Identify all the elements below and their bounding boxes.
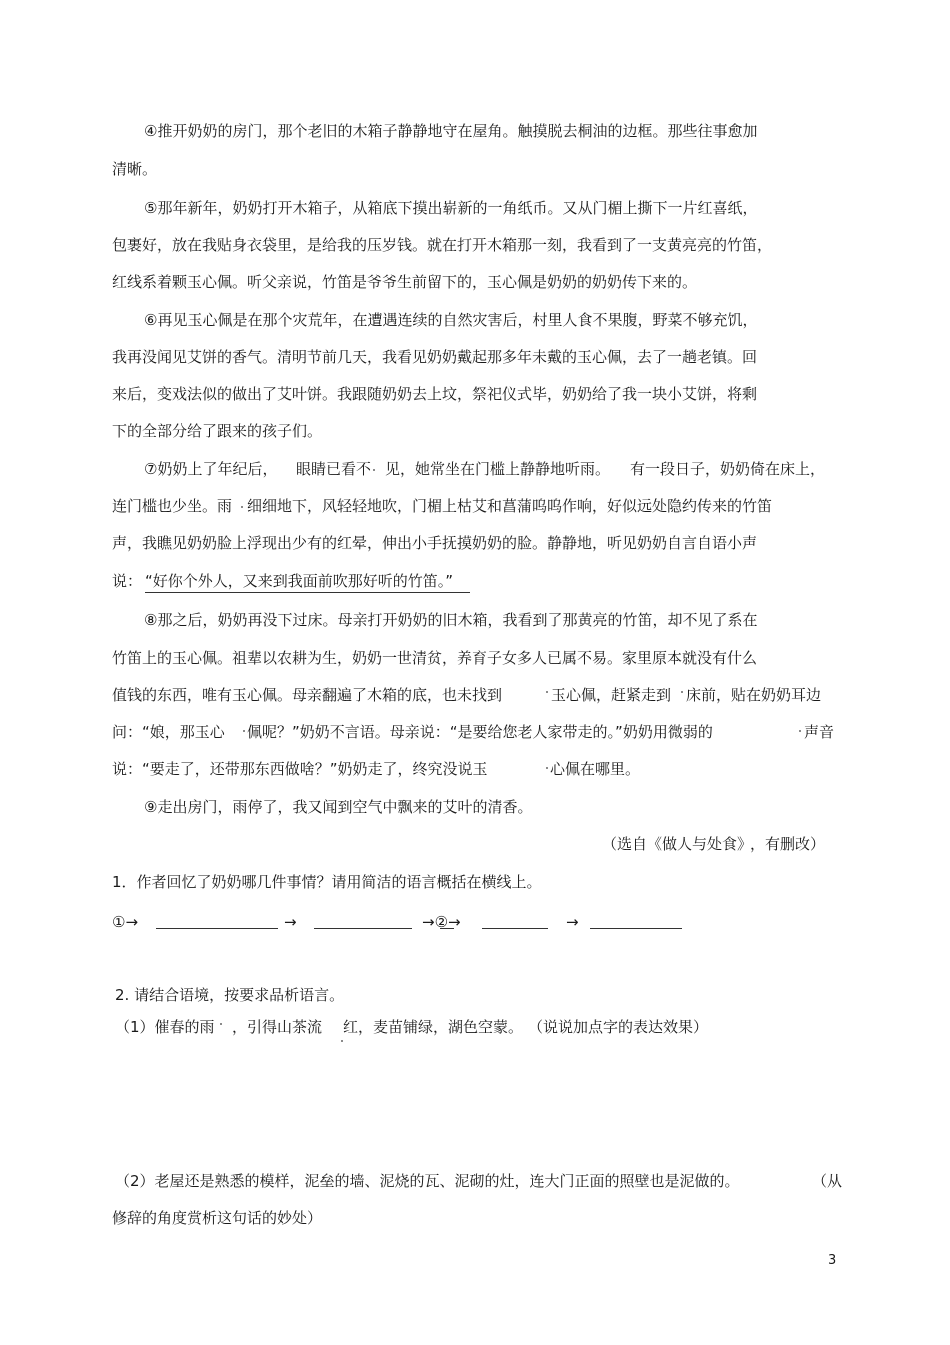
question-1: 1．作者回忆了奶奶哪几件事情？请用简洁的语言概括在横线上。 xyxy=(112,873,542,891)
passage-fragment: 佩呢？”奶奶不言语。母亲说：“是要给您老人家带走的。”奶奶用微弱的 xyxy=(247,723,713,741)
emphasis-dot xyxy=(220,1023,222,1025)
passage-fragment: 心佩在哪里。 xyxy=(550,760,641,778)
emphasis-dot xyxy=(681,691,683,693)
emphasis-dot xyxy=(243,730,245,732)
question-2: 2. 请结合语境，按要求品析语言。 xyxy=(115,986,345,1004)
source-citation: （选自《做人与处食》 xyxy=(602,835,753,853)
passage-line: ⑧那之后，奶奶再没下过床。母亲打开奶奶的旧木箱，我看到了那黄亮的竹笛，却不见了系在 xyxy=(144,611,758,629)
emphasis-dot xyxy=(546,691,548,693)
question-2-2: （从 xyxy=(812,1172,843,1190)
emphasis-dot xyxy=(341,1040,343,1042)
passage-line: ⑤那年新年，奶奶打开木箱子，从箱底下摸出崭新的一角纸币。又从门楣上撕下一片红喜纸， xyxy=(144,199,758,217)
passage-line: ④推开奶奶的房门，那个老旧的木箱子静静地守在屋角。触摸脱去桐油的边框。那些往事愈加 xyxy=(144,122,758,140)
answer-arrow: → xyxy=(284,913,297,931)
passage-fragment: 细细地下，风轻轻地吹，门楣上枯艾和菖蒲呜呜作响，好似远处隐约传来的竹笛 xyxy=(247,497,773,515)
answer-marker: ①→ xyxy=(112,913,139,931)
passage-fragment: 见，她常坐在门槛上静静地听雨。 xyxy=(385,460,611,478)
passage-fragment: 值钱的东西，唯有玉心佩。母亲翻遍了木箱的底，也未找到 xyxy=(112,686,503,704)
passage-line: 红线系着颗玉心佩。听父亲说，竹笛是爷爷生前留下的，玉心佩是奶奶的奶奶传下来的。 xyxy=(112,273,698,291)
passage-fragment: 问：“娘，那玉心 xyxy=(112,723,225,741)
answer-blank[interactable] xyxy=(590,928,682,929)
passage-fragment: 声音 xyxy=(804,723,835,741)
emphasis-dot xyxy=(546,767,548,769)
answer-blank[interactable] xyxy=(482,928,548,929)
emphasis-dot xyxy=(241,506,243,508)
passage-line: ⑥再见玉心佩是在那个灾荒年，在遭遇连续的自然灾害后，村里人食不果腹，野菜不够充饥， xyxy=(144,311,758,329)
page-number: 3 xyxy=(828,1253,837,1268)
question-2-2: 修辞的角度赏析这句话的妙处） xyxy=(112,1209,323,1227)
passage-fragment: 眼睛已看不 xyxy=(296,460,372,478)
passage-line: ⑨走出房门，雨停了，我又闻到空气中飘来的艾叶的清香。 xyxy=(144,798,533,816)
passage-fragment: 玉心佩，赶紧走到 xyxy=(551,686,672,704)
question-2-1: （1）催春的雨 xyxy=(115,1018,215,1036)
passage-line: 声，我瞧见奶奶脸上浮现出少有的红晕，伸出小手抚摸奶奶的脸。静静地，听见奶奶自言自语小声 xyxy=(112,534,758,552)
question-2-2: （2）老屋还是熟悉的模样，泥垒的墙、泥烧的瓦、泥砌的灶，连大门正面的照壁也是泥做的。 xyxy=(115,1172,740,1190)
question-2-1: ，引得山茶流 xyxy=(232,1018,323,1036)
passage-fragment: 床前，贴在奶奶耳边 xyxy=(686,686,822,704)
answer-blank[interactable] xyxy=(440,928,454,929)
passage-fragment: 说： xyxy=(112,572,143,590)
question-2-1-instruction: （说说加点字的表达效果） xyxy=(528,1018,709,1036)
passage-line: 我再没闻见艾饼的香气。清明节前几天，我看见奶奶戴起那多年未戴的玉心佩，去了一趟老镇。回 xyxy=(112,348,758,366)
passage-fragment: 连门槛也少坐。雨 xyxy=(112,497,233,515)
underline xyxy=(145,592,470,593)
emphasis-dot xyxy=(373,469,375,471)
question-2-1: 红，麦苗铺绿，湖色空蒙。 xyxy=(343,1018,524,1036)
passage-fragment: 说：“要走了，还带那东西做啥？”奶奶走了，终究没说玉 xyxy=(112,760,488,778)
passage-fragment: “好你个外人，又来到我面前吹那好听的竹笛。” xyxy=(145,572,454,590)
passage-line: 包裹好，放在我贴身衣袋里，是给我的压岁钱。就在打开木箱那一刻，我看到了一支黄亮亮的竹笛， xyxy=(112,236,773,254)
passage-line: 清晰。 xyxy=(112,160,158,178)
passage-fragment: 有一段日子，奶奶倚在床上， xyxy=(630,460,826,478)
source-citation-note: ，有删改） xyxy=(750,835,826,853)
answer-marker: →②→ xyxy=(422,913,461,931)
answer-blank[interactable] xyxy=(314,928,412,929)
passage-fragment: ⑦奶奶上了年纪后， xyxy=(144,460,278,478)
passage-line: 来后，变戏法似的做出了艾叶饼。我跟随奶奶去上坟，祭祀仪式毕，奶奶给了我一块小艾饼，将剩 xyxy=(112,385,758,403)
answer-blank[interactable] xyxy=(156,928,278,929)
passage-line: 下的全部分给了跟来的孩子们。 xyxy=(112,422,323,440)
passage-line: 竹笛上的玉心佩。祖辈以农耕为生，奶奶一世清贫，养育子女多人已属不易。家里原本就没有什么 xyxy=(112,649,758,667)
emphasis-dot xyxy=(799,730,801,732)
answer-arrow: → xyxy=(566,913,579,931)
